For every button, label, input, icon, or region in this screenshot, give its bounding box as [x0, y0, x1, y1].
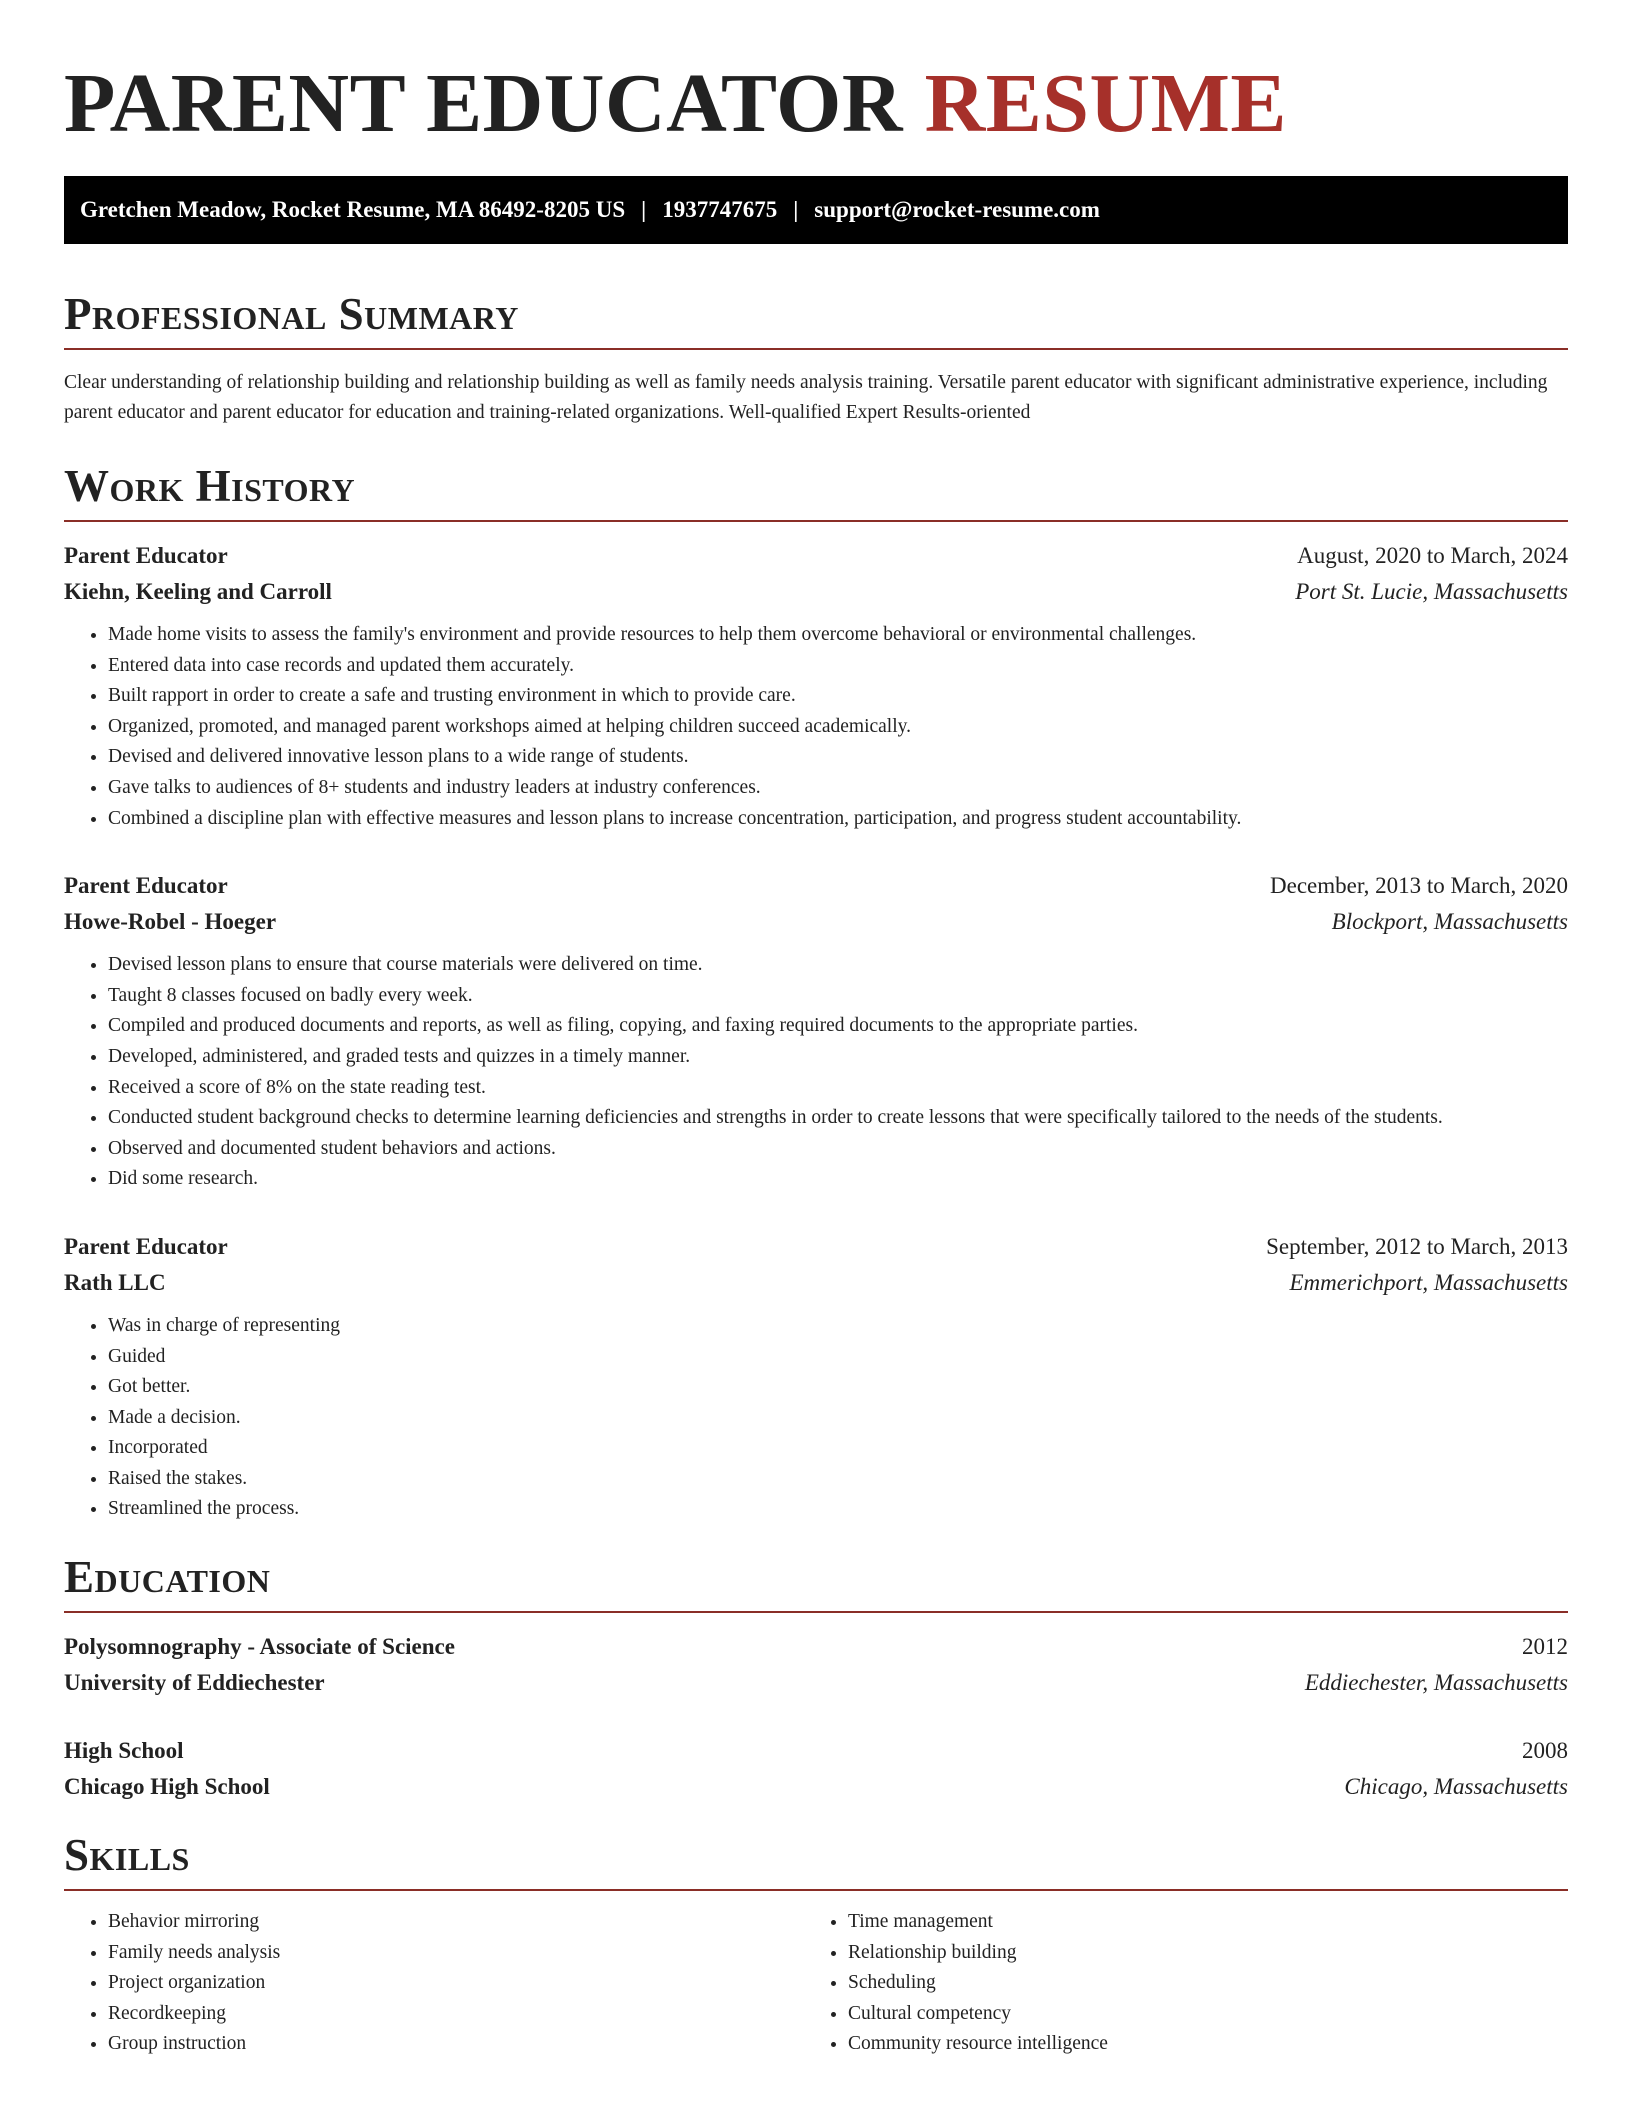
- education-year: 2012: [1522, 1634, 1568, 1660]
- list-item: • Guided: [108, 1342, 1568, 1373]
- skills-section: [64, 1827, 1568, 2060]
- job-company: Rath LLC: [64, 1269, 166, 1295]
- job-dates: December, 2013 to March, 2020: [1270, 873, 1568, 899]
- skill-item: • Family needs analysis: [108, 1938, 804, 1969]
- job-bullets: [64, 950, 1568, 1195]
- education-entry: [64, 1733, 1568, 1805]
- list-item: • Did some research.: [108, 1164, 1568, 1195]
- list-item: • Made home visits to assess the family's environment and provide resources to help them overcome behavioral or environmental challenges.: [108, 620, 1568, 651]
- skills-columns: [64, 1907, 1568, 2060]
- title-accent: RESUME: [924, 57, 1287, 150]
- list-item: • Raised the stakes.: [108, 1464, 1568, 1495]
- job-bullets: [64, 620, 1568, 834]
- list-item: • Devised and delivered innovative lesson plans to a wide range of students.: [108, 742, 1568, 773]
- list-item: • Observed and documented student behaviors and actions.: [108, 1134, 1568, 1165]
- skills-list-left: [64, 1907, 804, 2060]
- job-title: Parent Educator: [64, 1233, 228, 1259]
- list-item: • Made a decision.: [108, 1403, 1568, 1434]
- list-item: • Streamlined the process.: [108, 1494, 1568, 1525]
- job-header-row: [64, 868, 1568, 904]
- job-header-row: [64, 1229, 1568, 1265]
- list-item: • Was in charge of representing: [108, 1311, 1568, 1342]
- skill-item: • Behavior mirroring: [108, 1907, 804, 1938]
- education-degree: High School: [64, 1738, 184, 1764]
- education-degree: Polysomnography - Associate of Science: [64, 1634, 455, 1660]
- job-company: Howe-Robel - Hoeger: [64, 909, 277, 935]
- list-item: • Conducted student background checks to determine learning deficiencies and strengths in order to create lessons that were specifically tailored to the needs of the students.: [108, 1103, 1568, 1134]
- job-bullets: [64, 1311, 1568, 1525]
- job-company: Kiehn, Keeling and Carroll: [64, 579, 332, 604]
- job-title: Parent Educator: [64, 543, 228, 568]
- job-location: Port St. Lucie, Massachusetts: [1295, 579, 1568, 604]
- skills-list-right: [804, 1907, 1544, 2060]
- list-item: • Taught 8 classes focused on badly every week.: [108, 981, 1568, 1012]
- contact-email: support@rocket-resume.com: [814, 197, 1100, 222]
- section-divider: [64, 1889, 1568, 1891]
- list-item: • Built rapport in order to create a safe and trusting environment in which to provide care.: [108, 681, 1568, 712]
- summary-text: Clear understanding of relationship building and relationship building as well as family needs analysis training. Versatile parent educator with significant administrative experience, including parent educator and parent educator for education and training-related organizations. Well-qualified Expert Results-oriented: [64, 372, 1548, 423]
- job-location: Emmerichport, Massachusetts: [1289, 1269, 1568, 1295]
- skill-item: • Project organization: [108, 1968, 804, 1999]
- education-school-row: [64, 1769, 1568, 1805]
- list-item: • Got better.: [108, 1372, 1568, 1403]
- section-divider: [64, 520, 1568, 522]
- education-header-row: [64, 1733, 1568, 1769]
- work-history-section: [64, 458, 1568, 1525]
- skill-item: • Community resource intelligence: [848, 2029, 1544, 2060]
- title-main: PARENT EDUCATOR: [64, 57, 904, 150]
- education-school: Chicago High School: [64, 1774, 270, 1800]
- skill-item: • Group instruction: [108, 2029, 804, 2060]
- list-item: • Incorporated: [108, 1433, 1568, 1464]
- page-title: [64, 0, 1568, 150]
- contact-phone: 1937747675: [662, 197, 778, 222]
- education-location: Eddiechester, Massachusetts: [1304, 1670, 1568, 1696]
- contact-address: Gretchen Meadow, Rocket Resume, MA 86492-8205 US: [80, 197, 626, 222]
- contact-separator: |: [793, 197, 799, 222]
- contact-separator: |: [641, 197, 647, 222]
- list-item: • Devised lesson plans to ensure that course materials were delivered on time.: [108, 950, 1568, 981]
- education-header-row: [64, 1629, 1568, 1665]
- job-title: Parent Educator: [64, 873, 228, 899]
- job-header-row: [64, 538, 1568, 574]
- skill-item: • Cultural competency: [848, 1999, 1544, 2030]
- section-divider: [64, 1611, 1568, 1613]
- section-heading-work-history: Work History: [64, 461, 356, 511]
- job-company-row: [64, 904, 1568, 940]
- list-item: • Gave talks to audiences of 8+ students and industry leaders at industry conferences.: [108, 773, 1568, 804]
- section-heading-skills: Skills: [64, 1830, 190, 1881]
- education-entry: [64, 1629, 1568, 1701]
- education-section: [64, 1549, 1568, 1805]
- skill-item: • Time management: [848, 1907, 1544, 1938]
- job-entry: [64, 1229, 1568, 1525]
- skill-item: • Recordkeeping: [108, 1999, 804, 2030]
- education-year: 2008: [1522, 1738, 1568, 1764]
- list-item: • Organized, promoted, and managed parent workshops aimed at helping children succeed academically.: [108, 712, 1568, 743]
- job-entry: [64, 868, 1568, 1195]
- section-divider: [64, 348, 1568, 350]
- job-location: Blockport, Massachusetts: [1331, 909, 1568, 935]
- list-item: • Developed, administered, and graded tests and quizzes in a timely manner.: [108, 1042, 1568, 1073]
- job-dates: August, 2020 to March, 2024: [1297, 543, 1568, 568]
- section-heading-education: Education: [64, 1552, 271, 1603]
- education-school-row: [64, 1665, 1568, 1701]
- section-heading-summary: Professional Summary: [64, 289, 519, 339]
- contact-bar: [64, 176, 1568, 244]
- list-item: • Combined a discipline plan with effective measures and lesson plans to increase concentration, participation, and progress student accountability.: [108, 804, 1568, 835]
- skill-item: • Scheduling: [848, 1968, 1544, 1999]
- list-item: • Received a score of 8% on the state reading test.: [108, 1073, 1568, 1104]
- list-item: • Compiled and produced documents and reports, as well as filing, copying, and faxing required documents to the appropriate parties.: [108, 1011, 1568, 1042]
- education-location: Chicago, Massachusetts: [1344, 1774, 1568, 1800]
- resume-page: [64, 0, 1568, 2060]
- job-dates: September, 2012 to March, 2013: [1266, 1233, 1568, 1259]
- job-company-row: [64, 574, 1568, 610]
- job-company-row: [64, 1265, 1568, 1301]
- education-school: University of Eddiechester: [64, 1670, 325, 1696]
- skill-item: • Relationship building: [848, 1938, 1544, 1969]
- list-item: • Entered data into case records and updated them accurately.: [108, 651, 1568, 682]
- summary-section: [64, 286, 1568, 428]
- job-entry: [64, 538, 1568, 834]
